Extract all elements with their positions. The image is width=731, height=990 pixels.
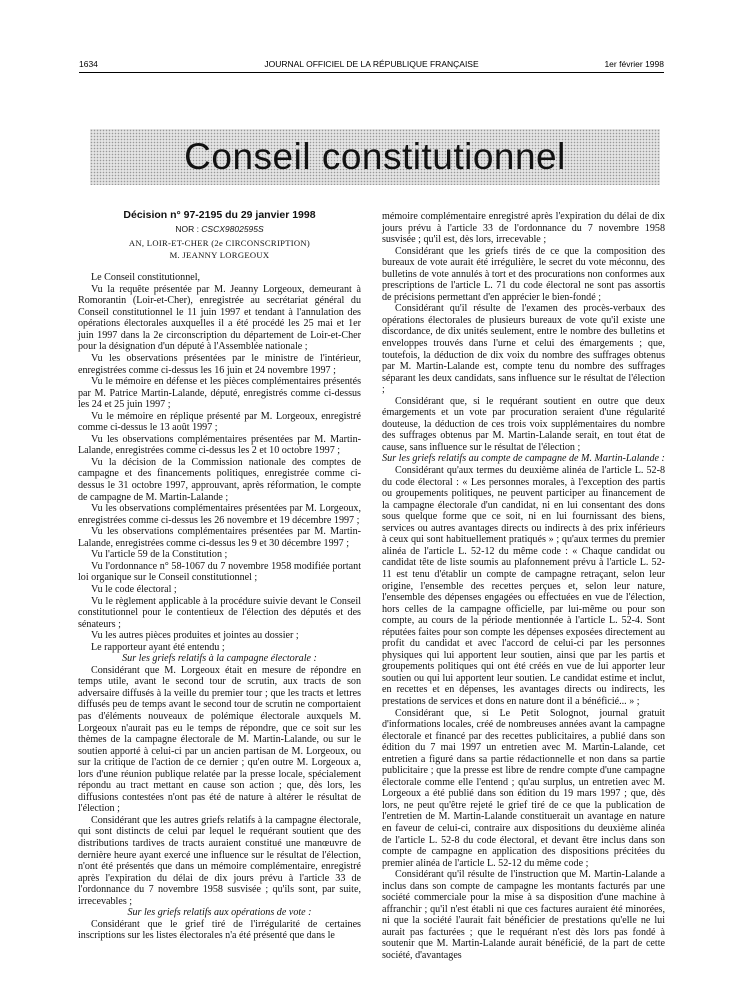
circonscription: AN, LOIR-ET-CHER (2e CIRCONSCRIPTION) bbox=[128, 238, 311, 249]
paragraph: Vu les observations complémentaires présentées par M. Martin-Lalande, enregistrées comme ci-dessus les 9 et 30 décembre 1997 ; bbox=[78, 526, 361, 549]
section-subheading: Sur les griefs relatifs aux opérations de vote : bbox=[127, 907, 312, 919]
nor-reference bbox=[78, 224, 361, 236]
paragraph: Considérant que, si le requérant soutient en outre que deux émargements et un vote par procuration seraient d'une régularité douteuse, la déduction de ces trois voix supplémentaires du nombre des suffrages obtenus par M. Martin-Lalande serait, en tout état de cause, sans influence sur le résultat de l'élection ; bbox=[382, 395, 665, 453]
paragraph: Le Conseil constitutionnel, bbox=[91, 272, 201, 284]
paragraph: Vu les autres pièces produites et jointes au dossier ; bbox=[91, 630, 299, 642]
left-column bbox=[78, 210, 361, 942]
paragraph: Vu le code électoral ; bbox=[91, 583, 177, 595]
section-banner bbox=[90, 129, 660, 185]
paragraph: Le rapporteur ayant été entendu ; bbox=[91, 641, 225, 653]
paragraph: Considérant que le grief tiré de l'irrégularité de certaines inscriptions sur les listes électorales n'a été présenté que dans le bbox=[78, 918, 361, 942]
paragraph: Vu le mémoire en réplique présenté par M. Lorgeoux, enregistré comme ci-dessus le 13 août 1997 ; bbox=[78, 410, 361, 434]
paragraph: Vu l'ordonnance n° 58-1067 du 7 novembre 1958 modifiée portant loi organique sur le Conseil constitutionnel ; bbox=[78, 560, 361, 584]
nor-code: CSCX9802595S bbox=[201, 223, 264, 234]
decision-title: Décision n° 97-2195 du 29 janvier 1998 bbox=[123, 209, 316, 221]
paragraph: Considérant que les griefs tirés de ce que la composition des bureaux de vote aurait été irrégulière, le secret du vote méconnu, des bulletins de vote annulés à tort et des procurations non conformes aux prescriptions de l'article L. 71 du code électoral ne sont pas assortis de précisions permettant d'en apprécier le bien-fondé ; bbox=[382, 245, 665, 303]
paragraph: Vu les observations complémentaires présentées par M. Martin-Lalande, enregistrées comme ci-dessus les 2 et 10 octobre 1997 ; bbox=[78, 433, 361, 457]
journal-title: JOURNAL OFFICIEL DE LA RÉPUBLIQUE FRANÇAISE bbox=[264, 59, 479, 69]
right-column bbox=[382, 211, 665, 962]
paragraph: Vu la requête présentée par M. Jeanny Lorgeoux, demeurant à Romorantin (Loir-et-Cher), enregistrée au secrétariat général du Conseil constitutionnel le 11 juin 1997 et tendant à l'annulation des opérations électorales auxquelles il a été procédé les 25 mai et 1er juin 1997 dans la 2e circonscription du département de Loir-et-Cher pour la désignation d'un député à l'Assemblée nationale ; bbox=[78, 283, 361, 353]
paragraph: Vu l'article 59 de la Constitution ; bbox=[91, 549, 228, 561]
paragraph: Vu le mémoire en défense et les pièces complémentaires présentés par M. Patrice Martin-Lalande, député, enregistrés comme ci-dessus les 24 et 25 juin 1997 ; bbox=[78, 376, 361, 411]
paragraph: Considérant qu'aux termes du deuxième alinéa de l'article L. 52-8 du code électoral : « Les personnes morales, à l'exception des partis ou groupements politiques, ne peuvent participer au financement de la campagne électorale d'un candidat, ni en lui consentant des dons sous quelque forme que ce soit, ni en lui fournissant des biens, services ou autres avantages directs ou indirects à des prix inférieurs à ceux qui sont habituellement pratiqués » ; qu'aux termes du premier alinéa de l'article L. 52-12 du même code : « Chaque candidat ou candidat tête de liste soumis au plafonnement prévu à l'article L. 52-11 est tenu d'établir un compte de campagne retraçant, selon leur origine, l'ensemble des recettes perçues et, selon leur nature, l'ensemble des dépenses engagées ou effectuées en vue de l'élection, hors celles de la campagne officielle, par lui-même ou pour son compte, au cours de la période mentionnée à l'article L. 52-4. Sont réputées faites pour son compte les dépenses exposées directement au profit du candidat et avec l'accord de celui-ci par les personnes physiques qui lui apportent leur soutien, ainsi que par les partis et groupements politiques qui ont été créés en vue de lui apporter leur soutien ou qui lui apportent leur soutien. Le candidat estime et inclut, en recettes et en dépenses, les avantages directs ou indirects, les prestations de services et dons en nature dont il a bénéficié... » ; bbox=[382, 465, 665, 707]
paragraph: Considérant que les autres griefs relatifs à la campagne électorale, qui sont distincts de celui par lequel le requérant soutient que des distributions tardives de tracts auraient constitué une manœuvre de dernière heure ayant exercé une influence sur le résultat de l'élection, n'ont été présentés que dans un mémoire complémentaire, enregistré après l'expiration du délai de dix jours prévu à l'article 33 de l'ordonnance du 7 novembre 1958 susvisée ; qu'ils sont, par suite, irrecevables ; bbox=[78, 814, 361, 907]
section-subheading: Sur les griefs relatifs à la campagne électorale : bbox=[122, 653, 317, 665]
paragraph: mémoire complémentaire enregistré après l'expiration du délai de dix jours prévu à l'article 33 de l'ordonnance du 7 novembre 1958 susvisée ; qu'il est, dès lors, irrecevable ; bbox=[382, 211, 665, 246]
header-rule bbox=[79, 72, 664, 73]
paragraph: Vu les observations complémentaires présentées par M. Lorgeoux, enregistrées comme ci-dessus les 26 novembre et 19 décembre 1997 ; bbox=[78, 503, 361, 526]
paragraph: Considérant qu'il résulte de l'examen des procès-verbaux des opérations électorales de plusieurs bureaux de vote qu'il existe une discordance, de dix unités seulement, entre le nombre des bulletins et enveloppes trouvés dans l'urne et celui des émargements ; que, toutefois, la déduction de dix voix du nombre des suffrages obtenus par M. Martin-Lalande est, compte tenu du nombre des suffrages séparant les deux candidats, sans influence sur le résultat de l'élection ; bbox=[382, 303, 665, 396]
nor-label: NOR : bbox=[175, 223, 202, 234]
paragraph: Considérant que, si Le Petit Solognot, journal gratuit d'informations locales, créé de nombreuses années avant la campagne électorale et financé par des recettes publicitaires, a publié dans son édition du 7 mai 1997 un entretien avec M. Martin-Lalande, cet entretien a figuré dans sa partie rédactionnelle et non dans sa partie publicitaire ; que la presse est libre de rendre compte d'une campagne électorale comme elle l'entend ; qu'au surplus, un entretien avec M. Lorgeoux a été publié dans son édition du 19 mars 1997 ; que, dès lors, ne peut qu'être rejeté le grief tiré de ce que la publication de l'entretien de M. Martin-Lalande constituerait un avantage en nature en faveur de celui-ci, contraire aux dispositions du deuxième alinéa de l'article L. 52-8 du code électoral, et devant être inclus dans son compte de campagne en application des dispositions précitées du premier alinéa de l'article L. 52-12 du même code ; bbox=[382, 707, 665, 869]
page-number: 1634 bbox=[79, 59, 98, 69]
issue-date: 1er février 1998 bbox=[604, 59, 664, 69]
section-subheading: Sur les griefs relatifs au compte de campagne de M. Martin-Lalande : bbox=[382, 453, 665, 465]
paragraph: Vu les observations présentées par le ministre de l'intérieur, enregistrées comme ci-dessus les 16 juin et 24 novembre 1997 ; bbox=[78, 353, 361, 376]
page-header bbox=[79, 59, 664, 73]
paragraph: Considérant que M. Lorgeoux était en mesure de répondre en temps utile, avant le second tour de scrutin, aux tracts de son adversaire diffusés à la veille du premier tour ; que les tracts et lettres diffusés peu de temps avant le second tour de scrutin ne comportaient pas d'éléments nouveaux de polémique électorale auxquels M. Lorgeoux n'aurait pas eu le temps de répondre, que ce soit sur les thèmes de la campagne électorale de M. Martin-Lalande, ou sur le soutien apporté à celui-ci par un ancien partisan de M. Lorgeoux, ou sur la critique de l'action de ce dernier ; qu'en outre M. Lorgeoux a, lors d'une réunion publique relatée par la presse locale, spécialement répondu au tract mettant en cause son action ; que, dès lors, les diffusions contestées n'ont pas été de nature à altérer le résultat de l'élection ; bbox=[78, 664, 361, 815]
banner-title: Conseil constitutionnel bbox=[184, 136, 566, 177]
paragraph: Considérant qu'il résulte de l'instruction que M. Martin-Lalande a inclus dans son compte de campagne les montants facturés par une société commerciale pour la mise à sa disposition d'une machine à affranchir ; qu'il n'est établi ni que ces factures auraient été minorées, ni que la société l'aurait fait bénéficier de prestations qu'elle ne lui aurait pas facturées ; que le requérant n'est dès lors pas fondé à soutenir que M. Martin-Lalande aurait bénéficié, de la part de cette société, d'avantages bbox=[382, 869, 665, 961]
paragraph: Vu la décision de la Commission nationale des comptes de campagne et des financements politiques, enregistrée comme ci-dessus le 31 octobre 1997, approuvant, après réformation, le compte de campagne de M. Martin-Lalande ; bbox=[78, 456, 361, 503]
paragraph: Vu le règlement applicable à la procédure suivie devant le Conseil constitutionnel pour le contentieux de l'élection des députés et des sénateurs ; bbox=[78, 595, 361, 630]
person-name: M. JEANNY LORGEOUX bbox=[169, 249, 270, 260]
